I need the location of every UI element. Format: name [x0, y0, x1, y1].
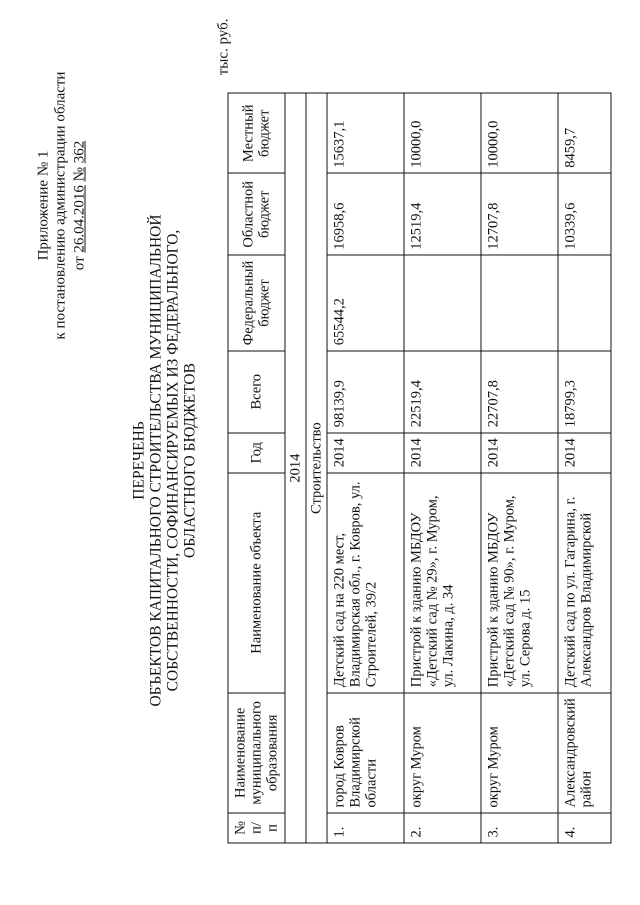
cell-municipality: округ Муром — [481, 692, 558, 812]
cell-num: 4. — [558, 813, 611, 843]
cell-total: 18799,3 — [558, 350, 611, 432]
cell-regional: 12707,8 — [481, 173, 558, 255]
cell-regional: 12519,4 — [404, 173, 481, 255]
cell-num: 3. — [481, 813, 558, 843]
cell-federal — [558, 255, 611, 350]
cell-municipality: округ Муром — [404, 692, 481, 812]
cell-regional: 10339,6 — [558, 173, 611, 255]
document-title — [130, 135, 198, 785]
cell-local: 10000,0 — [481, 93, 558, 173]
document-header — [0, 0, 230, 905]
cell-total: 98139,9 — [327, 350, 404, 432]
year-label: 2014 — [285, 93, 306, 843]
cell-year: 2014 — [558, 432, 611, 472]
header-municipality: Наименование муниципального образования — [228, 692, 285, 812]
section-label: Строительство — [306, 93, 327, 843]
cell-local: 10000,0 — [404, 93, 481, 173]
resolution-reference: к постановлению администрации области — [52, 71, 68, 339]
date-prefix: от — [71, 255, 87, 270]
header-regional: Областной бюджет — [228, 173, 285, 255]
resolution-number: 362 — [71, 140, 87, 163]
table-header-row — [228, 93, 285, 843]
header-total: Всего — [228, 350, 285, 432]
header-object: Наименование объекта — [228, 472, 285, 692]
table-row — [558, 93, 611, 843]
header-local: Местный бюджет — [228, 93, 285, 173]
header-year: Год — [228, 432, 285, 472]
cell-year: 2014 — [481, 432, 558, 472]
currency-note: тыс. руб. — [215, 18, 231, 75]
objects-table — [227, 92, 611, 843]
year-row — [285, 93, 306, 843]
cell-municipality: Александровский район — [558, 692, 611, 812]
cell-object: Пристрой к зданию МБДОУ «Детский сад № 90», г. Муром, ул. Серова д. 15 — [481, 472, 558, 692]
table-row — [327, 93, 404, 843]
resolution-date-number — [71, 40, 87, 370]
title-line-3: СОБСТВЕННОСТИ, СОФИНАНСИРУЕМЫХ ИЗ ФЕДЕРАЛЬНОГО, — [164, 229, 181, 691]
header-federal: Федеральный бюджет — [228, 255, 285, 350]
table-row — [481, 93, 558, 843]
title-line-1: ПЕРЕЧЕНЬ — [130, 420, 147, 500]
appendix-title: Приложение № 1 — [35, 150, 51, 260]
table-row — [404, 93, 481, 843]
section-row — [306, 93, 327, 843]
cell-year: 2014 — [327, 432, 404, 472]
title-line-4: ОБЛАСТНОГО БЮДЖЕТОВ — [181, 362, 198, 558]
cell-year: 2014 — [404, 432, 481, 472]
cell-num: 1. — [327, 813, 404, 843]
cell-object: Детский сад по ул. Гагарина, г. Александров Владимирской — [558, 472, 611, 692]
cell-federal: 65544,2 — [327, 255, 404, 350]
cell-regional: 16958,6 — [327, 173, 404, 255]
cell-object: Пристрой к зданию МБДОУ «Детский сад № 29», г. Муром, ул. Лакина, д. 34 — [404, 472, 481, 692]
cell-object: Детский сад на 220 мест, Владимирская обл., г. Ковров, ул. Строителей, 39/2 — [327, 472, 404, 692]
resolution-date: 26.04.2016 — [71, 184, 87, 253]
title-line-2: ОБЪЕКТОВ КАПИТАЛЬНОГО СТРОИТЕЛЬСТВА МУНИЦИПАЛЬНОЙ — [147, 213, 164, 707]
cell-local: 8459,7 — [558, 93, 611, 173]
cell-federal — [481, 255, 558, 350]
cell-total: 22519,4 — [404, 350, 481, 432]
cell-total: 22707,8 — [481, 350, 558, 432]
cell-local: 15637,1 — [327, 93, 404, 173]
number-sign: № — [71, 166, 87, 181]
cell-num: 2. — [404, 813, 481, 843]
cell-federal — [404, 255, 481, 350]
cell-municipality: город Ковров Владимирской области — [327, 692, 404, 812]
header-num: № п/п — [228, 813, 285, 843]
